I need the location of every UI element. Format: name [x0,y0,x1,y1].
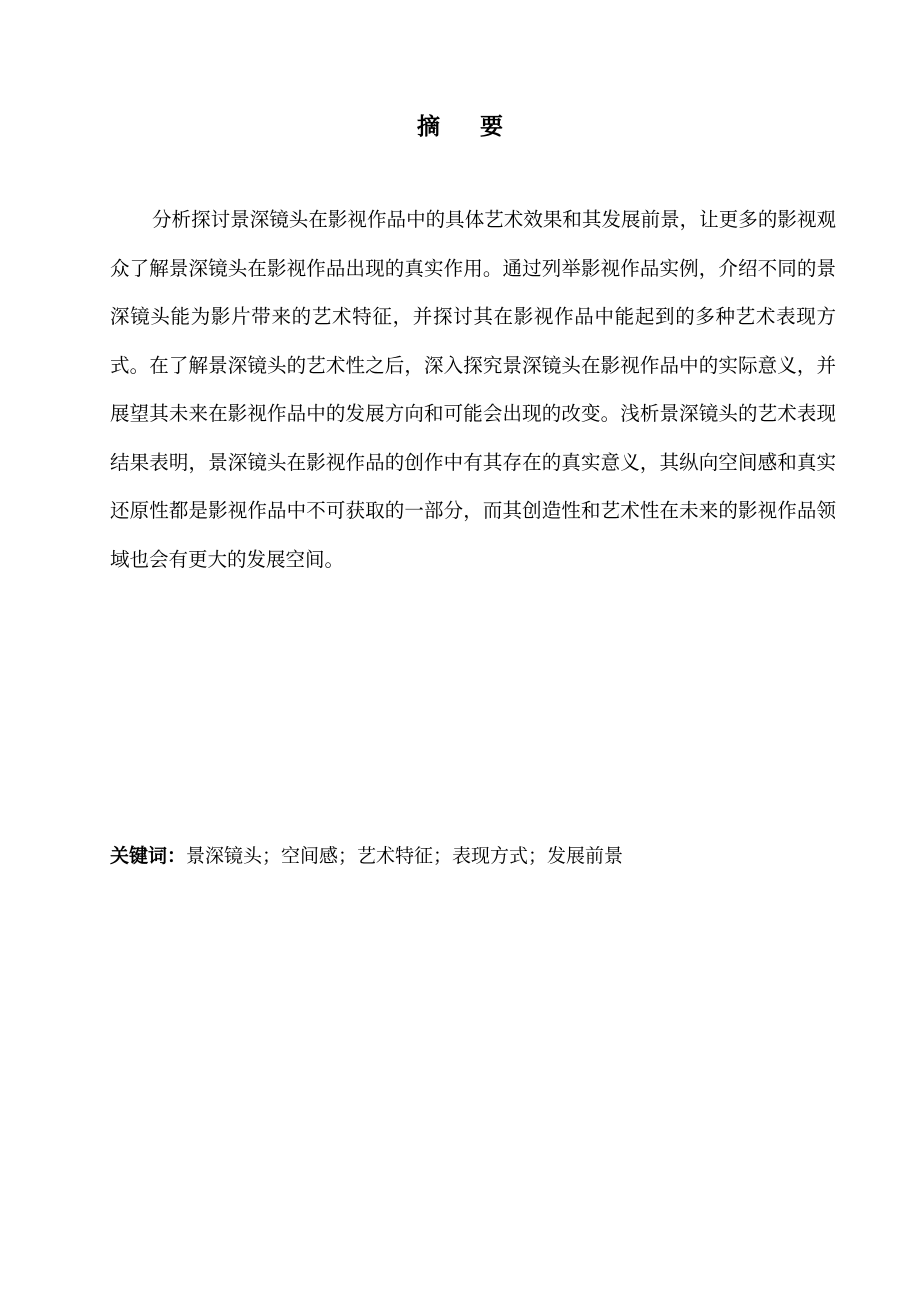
keywords-line [110,840,836,872]
keywords-list: 景深镜头；空间感；艺术特征；表现方式；发展前景 [186,845,624,867]
abstract-paragraph: 分析探讨景深镜头在影视作品中的具体艺术效果和其发展前景，让更多的影视观众了解景深镜头在影视作品出现的真实作用。通过列举影视作品实例，介绍不同的景深镜头能为影片带来的艺术特征，并探讨其在影视作品中能起到的多种艺术表现方式。在了解景深镜头的艺术性之后，深入探究景深镜头在影视作品中的实际意义，并展望其未来在影视作品中的发展方向和可能会出现的改变。浅析景深镜头的艺术表现结果表明，景深镜头在影视作品的创作中有其存在的真实意义，其纵向空间感和真实还原性都是影视作品中不可获取的一部分，而其创造性和艺术性在未来的影视作品领域也会有更大的发展空间。 [110,208,836,571]
keywords-label: 关键词： [110,845,187,867]
abstract-title: 摘要 [417,113,543,140]
